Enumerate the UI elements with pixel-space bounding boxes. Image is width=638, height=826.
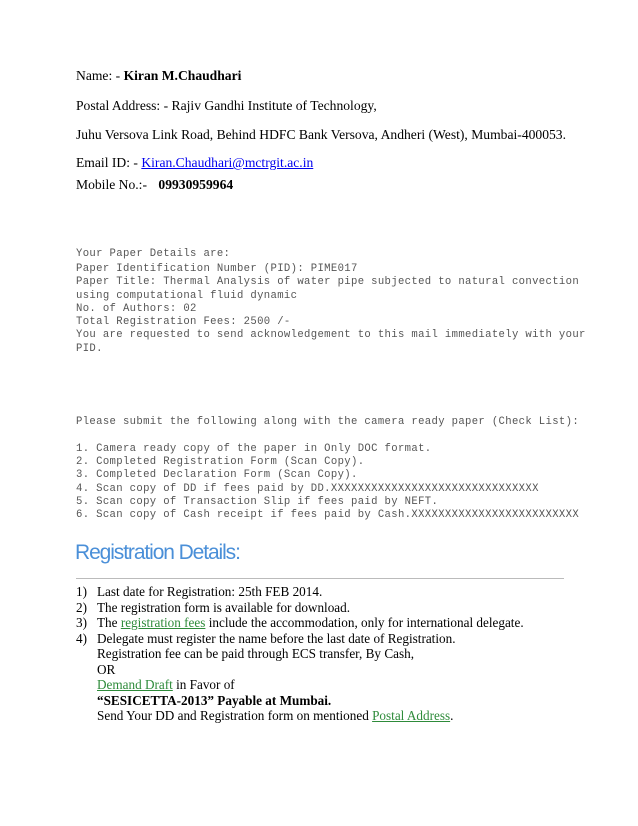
paper-fees: Total Registration Fees: 2500 /-	[76, 316, 291, 328]
mobile-label: Mobile No.:-	[76, 177, 147, 192]
heading-divider	[76, 578, 564, 579]
paper-title-cont: using computational fluid dynamic	[76, 290, 298, 302]
or-text: OR	[97, 662, 116, 677]
paper-authors: No. of Authors: 02	[76, 303, 197, 315]
registration-form-availability: The registration form is available for download.	[97, 600, 351, 615]
payment-methods: Registration fee can be paid through ECS transfer, By Cash,	[97, 646, 414, 661]
demand-draft-line	[97, 677, 235, 693]
paper-details-heading: Your Paper Details are:	[76, 248, 231, 260]
postal-address-line-2: Juhu Versova Link Road, Behind HDFC Bank Versova, Andheri (West), Mumbai-400053.	[76, 127, 566, 142]
name-value: Kiran M.Chaudhari	[123, 68, 242, 83]
checklist-item: 2. Completed Registration Form (Scan Copy).	[76, 456, 365, 468]
demand-draft-link[interactable]: Demand Draft	[97, 677, 173, 692]
item-number: 2)	[76, 600, 87, 615]
mobile-line	[76, 177, 233, 193]
checklist-item: 4. Scan copy of DD if fees paid by DD.XXXXXXXXXXXXXXXXXXXXXXXXXXXXXXX	[76, 483, 539, 495]
registration-fees-line	[97, 615, 524, 631]
paper-ack-request: You are requested to send acknowledgement to this mail immediately with your	[76, 329, 586, 341]
registration-fees-link[interactable]: registration fees	[120, 615, 206, 630]
checklist-intro: Please submit the following along with the camera ready paper (Check List):	[76, 416, 580, 428]
paper-title: Paper Title: Thermal Analysis of water pipe subjected to natural convection	[76, 276, 580, 288]
checklist-item: 6. Scan copy of Cash receipt if fees paid by Cash.XXXXXXXXXXXXXXXXXXXXXXXXX	[76, 509, 580, 521]
postal-address-link[interactable]: Postal Address	[372, 708, 451, 723]
send-dd-line	[97, 708, 453, 724]
item-number: 1)	[76, 584, 87, 599]
paper-pid: Paper Identification Number (PID): PIME017	[76, 263, 358, 275]
send-post-text: .	[450, 708, 454, 723]
payable-at-text: “SESICETTA-2013” Payable at Mumbai.	[97, 693, 332, 708]
registration-heading: Registration Details:	[75, 541, 240, 564]
checklist-item: 5. Scan copy of Transaction Slip if fees paid by NEFT.	[76, 496, 439, 508]
email-line	[76, 155, 313, 171]
mobile-value: 09930959964	[158, 177, 234, 192]
email-link[interactable]: Kiran.Chaudhari@mctrgit.ac.in	[141, 155, 314, 170]
name-label: Name: -	[76, 68, 121, 83]
item-number: 4)	[76, 631, 87, 646]
checklist-item: 3. Completed Declaration Form (Scan Copy).	[76, 469, 358, 481]
fees-post-text: include the accommodation, only for international delegate.	[208, 615, 524, 630]
registration-last-date: Last date for Registration: 25th FEB 2014.	[97, 584, 323, 599]
checklist-item: 1. Camera ready copy of the paper in Only DOC format.	[76, 443, 432, 455]
item-number: 3)	[76, 615, 87, 630]
email-label: Email ID: -	[76, 155, 138, 170]
send-pre-text: Send Your DD and Registration form on mentioned	[97, 708, 369, 723]
delegate-register-note: Delegate must register the name before the last date of Registration.	[97, 631, 456, 646]
postal-address-line: Postal Address: - Rajiv Gandhi Institute of Technology,	[76, 98, 377, 113]
fees-pre-text: The	[97, 615, 118, 630]
paper-ack-request-cont: PID.	[76, 343, 103, 355]
dd-post-text: in Favor of	[176, 677, 235, 692]
name-line	[76, 68, 241, 84]
